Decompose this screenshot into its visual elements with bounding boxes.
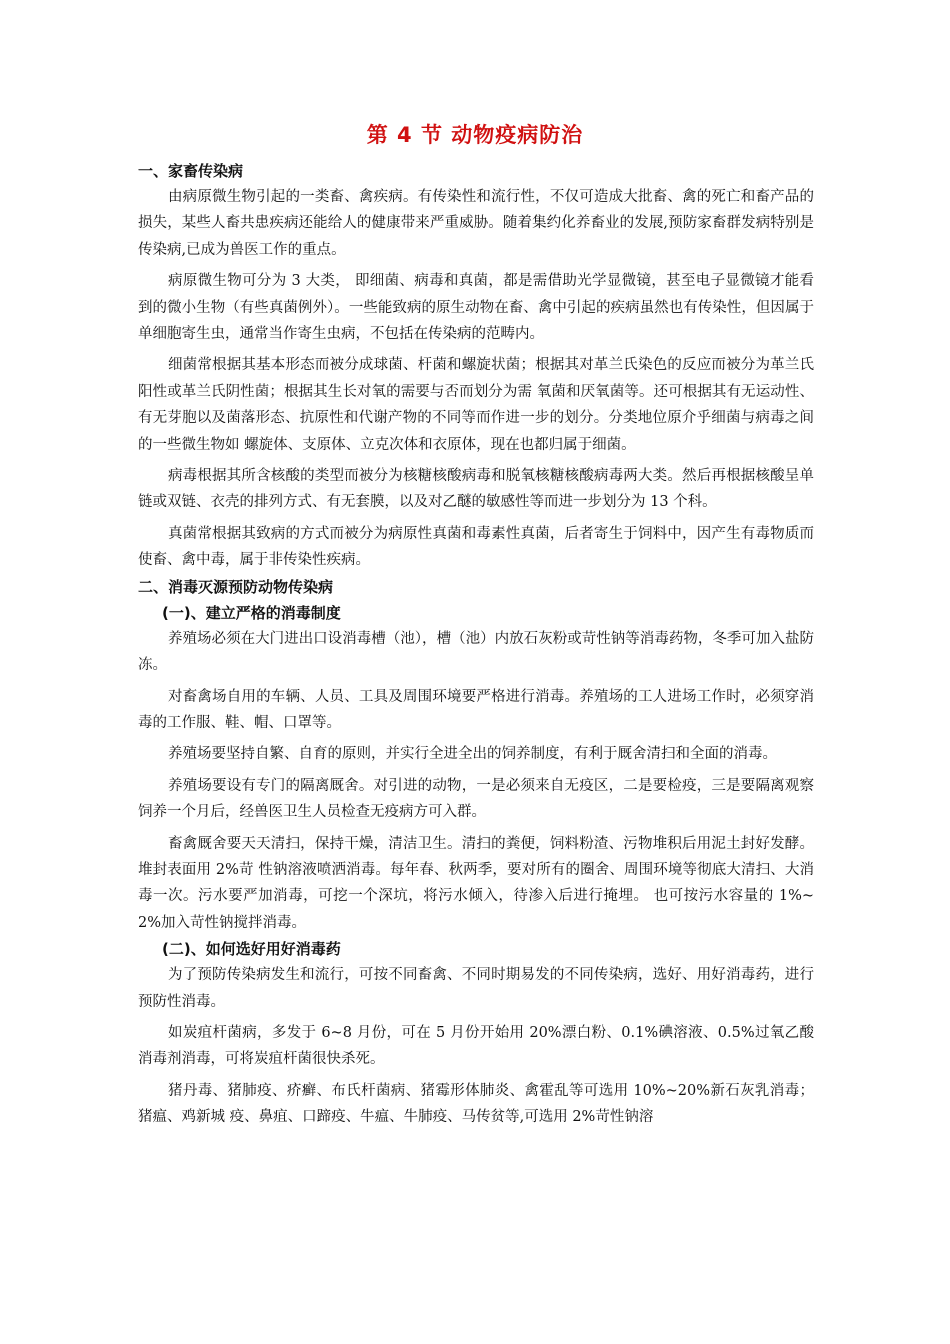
subsection-heading: (二)、如何选好用好消毒药 [162, 940, 341, 959]
paragraph: 养殖场要坚持自繁、自育的原则，并实行全进全出的饲养制度，有利于厩舍清扫和全面的消毒。 [168, 746, 777, 763]
paragraph: 猪丹毒、猪肺疫、疥癣、布氏杆菌病、猪霉形体肺炎、禽霍乱等可选用 10%~20%新石灰乳消毒；猪瘟、鸡新城 疫、鼻疽、口蹄疫、牛瘟、牛肺疫、马传贫等,可选用 2%苛性钠溶 [138, 1082, 814, 1126]
paragraph: 养殖场必须在大门进出口设消毒槽（池），槽（池）内放石灰粉或苛性钠等消毒药物，冬季可加入盐防冻。 [138, 630, 814, 674]
section-heading: 一、家畜传染病 [138, 162, 244, 180]
subsection-heading: (一)、建立严格的消毒制度 [162, 603, 341, 622]
paragraph: 为了预防传染病发生和流行，可按不同畜禽、不同时期易发的不同传染病，选好、用好消毒药，进行预防性消毒。 [138, 967, 814, 1010]
section-heading: 二、消毒灭源预防动物传染病 [138, 577, 334, 596]
paragraph: 对畜禽场自用的车辆、人员、工具及周围环境要严格进行消毒。养殖场的工人进场工作时，必须穿消毒的工作服、鞋、帽、口罩等。 [138, 688, 814, 731]
document-body [138, 158, 814, 1131]
paragraph: 由病原微生物引起的一类畜、禽疾病。有传染性和流行性，不仅可造成大批畜、禽的死亡和畜产品的损失，某些人畜共患疾病还能给人的健康带来严重威胁。随着集约化养畜业的发展,预防家畜群发病特别是传染病,已成为兽医工作的重点。 [138, 189, 814, 258]
paragraph: 病毒根据其所含核酸的类型而被分为核糖核酸病毒和脱氧核糖核酸病毒两大类。然后再根据核酸呈单链或双链、衣壳的排列方式、有无套膜，以及对乙醚的敏感性等而进一步划分为 13 个科。 [138, 468, 814, 511]
paragraph: 病原微生物可分为 3 大类， 即细菌、病毒和真菌，都是需借助光学显微镜，甚至电子显微镜才能看到的微小生物（有些真菌例外）。一些能致病的原生动物在畜、禽中引起的疾病虽然也有传染性，但因属于单细胞寄生虫，通常当作寄生虫病，不包括在传染病的范畴内。 [138, 273, 814, 343]
page-title: 第 4 节 动物疫病防治 [366, 123, 584, 147]
paragraph: 细菌常根据其基本形态而被分成球菌、杆菌和螺旋状菌；根据其对革兰氏染色的反应而被分为革兰氏阳性或革兰氏阴性菌；根据其生长对氧的需要与否而划分为需 氧菌和厌氧菌等。还可根据其有无运动性、有无芽胞以及菌落形态、抗原性和代谢产物的不同等而作进一步的划分。分类地位原介乎细菌与病毒之间的一些微生物如 螺旋体、支原体、立克次体和衣原体，现在也都归属于细菌。 [138, 357, 814, 453]
paragraph: 真菌常根据其致病的方式而被分为病原性真菌和毒素性真菌，后者寄生于饲料中，因产生有毒物质而使畜、禽中毒，属于非传染性疾病。 [138, 525, 814, 569]
paragraph: 养殖场要设有专门的隔离厩舍。对引进的动物，一是必须来自无疫区，二是要检疫，三是要隔离观察饲养一个月后，经兽医卫生人员检查无疫病方可入群。 [138, 777, 814, 821]
paragraph: 如炭疽杆菌病，多发于 6~8 月份，可在 5 月份开始用 20%漂白粉、0.1%碘溶液、0.5%过氧乙酸消毒剂消毒，可将炭疽杆菌很快杀死。 [138, 1024, 814, 1068]
paragraph: 畜禽厩舍要天天清扫，保持干燥，清洁卫生。清扫的粪便，饲料粉渣、污物堆积后用泥土封好发酵。堆封表面用 2%苛 性钠溶液喷洒消毒。每年春、秋两季，要对所有的圈舍、周围环境等彻底大清扫、大消毒一次。污水要严加消毒，可挖一个深坑，将污水倾入，待渗入后进行掩埋。 也可按污水容量的 1%~2%加入苛性钠搅拌消毒。 [138, 835, 814, 931]
